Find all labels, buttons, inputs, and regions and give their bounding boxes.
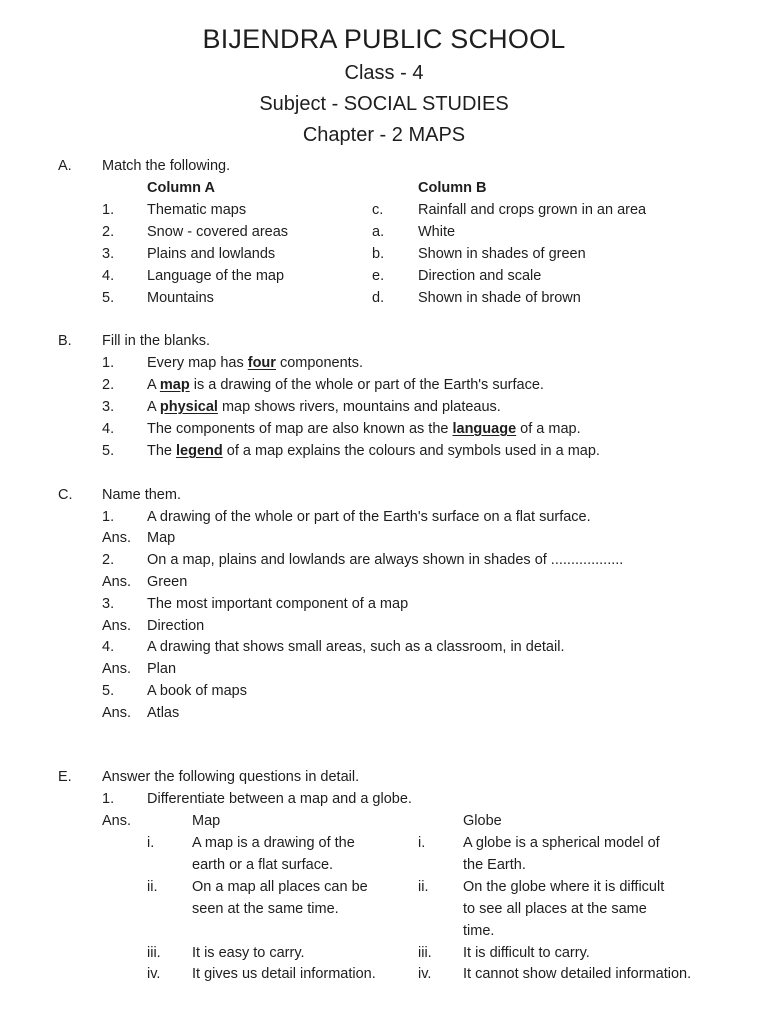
sentence-start: The xyxy=(147,443,177,459)
section-b-heading: Fill in the blanks. xyxy=(102,333,210,349)
sentence-start: The components of map are also known as the xyxy=(147,421,453,437)
sentence-start: Every map has xyxy=(147,355,248,371)
sentence-end: map shows rivers, mountains and plateaus. xyxy=(217,399,501,415)
globe-column-header: Globe xyxy=(463,813,502,829)
match-number: 3. xyxy=(102,246,115,262)
blank-answer: language xyxy=(452,421,517,437)
match-left: Language of the map xyxy=(147,268,285,284)
answer-label: Ans. xyxy=(102,813,132,829)
answer-text: Atlas xyxy=(147,705,180,721)
school-name: BIJENDRA PUBLIC SCHOOL xyxy=(202,24,566,54)
question-text: A book of maps xyxy=(147,683,247,699)
column-b-header: Column B xyxy=(418,180,487,196)
globe-point-line: time. xyxy=(463,923,495,939)
item-number: 1. xyxy=(102,355,115,371)
match-right: Direction and scale xyxy=(418,268,542,284)
item-number: 4. xyxy=(102,421,115,437)
match-answer: c. xyxy=(372,202,384,218)
map-point-line: A map is a drawing of the xyxy=(192,835,355,851)
map-point-line: It gives us detail information. xyxy=(192,966,376,982)
item-number: 2. xyxy=(102,377,115,393)
sentence-start: A xyxy=(147,377,160,393)
answer-text: Plan xyxy=(147,661,177,677)
answer-label: Ans. xyxy=(102,705,132,721)
point-number: iv. xyxy=(418,966,432,982)
map-point-line: It is easy to carry. xyxy=(192,945,305,961)
point-number: iii. xyxy=(418,945,432,961)
match-right: Shown in shade of brown xyxy=(418,290,581,306)
item-number: 5. xyxy=(102,443,115,459)
sentence-end: of a map explains the colours and symbols used in a map. xyxy=(222,443,600,459)
question-number: 3. xyxy=(102,596,115,612)
question-text: A drawing that shows small areas, such as a classroom, in detail. xyxy=(147,639,565,655)
question-number: 1. xyxy=(102,509,115,525)
map-column-header: Map xyxy=(192,813,221,829)
globe-point-line: It is difficult to carry. xyxy=(463,945,590,961)
point-number: i. xyxy=(418,835,426,851)
section-e-letter: E. xyxy=(58,769,72,785)
answer-label: Ans. xyxy=(102,574,132,590)
chapter-label: Chapter - 2 MAPS xyxy=(302,124,466,146)
match-left: Snow - covered areas xyxy=(147,224,289,240)
fill-blank-sentence xyxy=(147,420,581,438)
section-a-letter: A. xyxy=(58,158,72,174)
match-answer: d. xyxy=(372,290,385,306)
class-label: Class - 4 xyxy=(344,62,424,84)
blank-answer: physical xyxy=(159,399,218,415)
sentence-end: is a drawing of the whole or part of the Earth's surface. xyxy=(189,377,544,393)
match-number: 1. xyxy=(102,202,115,218)
answer-text: Green xyxy=(147,574,188,590)
item-number: 3. xyxy=(102,399,115,415)
answer-label: Ans. xyxy=(102,618,132,634)
map-point-line: earth or a flat surface. xyxy=(192,857,334,873)
match-left: Plains and lowlands xyxy=(147,246,276,262)
match-right: White xyxy=(418,224,456,240)
question-number: 4. xyxy=(102,639,115,655)
match-number: 4. xyxy=(102,268,115,284)
globe-point-line: On the globe where it is difficult xyxy=(463,879,665,895)
sentence-start: A xyxy=(147,399,160,415)
map-point-line: seen at the same time. xyxy=(192,901,339,917)
question-text: The most important component of a map xyxy=(147,596,409,612)
answer-label: Ans. xyxy=(102,530,132,546)
section-c-heading: Name them. xyxy=(102,487,181,503)
section-b-letter: B. xyxy=(58,333,72,349)
match-number: 5. xyxy=(102,290,115,306)
point-number: iii. xyxy=(147,945,161,961)
globe-point-line: A globe is a spherical model of xyxy=(463,835,660,851)
match-right: Shown in shades of green xyxy=(418,246,586,262)
globe-point-line: the Earth. xyxy=(463,857,526,873)
point-number: ii. xyxy=(418,879,429,895)
fill-blank-sentence xyxy=(147,398,501,416)
subject-label: Subject - SOCIAL STUDIES xyxy=(259,93,509,115)
section-a-heading: Match the following. xyxy=(102,158,231,174)
fill-blank-sentence xyxy=(147,376,544,394)
sentence-end: components. xyxy=(275,355,363,371)
question-number: 5. xyxy=(102,683,115,699)
sentence-end: of a map. xyxy=(516,421,581,437)
question-text: Differentiate between a map and a globe. xyxy=(147,791,412,807)
match-right: Rainfall and crops grown in an area xyxy=(418,202,647,218)
fill-blank-sentence xyxy=(147,354,363,372)
answer-text: Map xyxy=(147,530,176,546)
column-a-header: Column A xyxy=(147,180,215,196)
match-number: 2. xyxy=(102,224,115,240)
section-c-letter: C. xyxy=(58,487,73,503)
point-number: ii. xyxy=(147,879,158,895)
blank-answer: legend xyxy=(176,443,223,459)
globe-point-line: It cannot show detailed information. xyxy=(463,966,692,982)
answer-text: Direction xyxy=(147,618,205,634)
question-number: 1. xyxy=(102,791,115,807)
globe-point-line: to see all places at the same xyxy=(463,901,647,917)
blank-answer: four xyxy=(247,355,276,371)
section-e-heading: Answer the following questions in detail. xyxy=(102,769,360,785)
question-text: On a map, plains and lowlands are always shown in shades of .................. xyxy=(147,552,624,568)
blank-answer: map xyxy=(159,377,190,393)
point-number: iv. xyxy=(147,966,161,982)
match-answer: b. xyxy=(372,246,385,262)
match-answer: e. xyxy=(372,268,385,284)
point-number: i. xyxy=(147,835,155,851)
question-text: A drawing of the whole or part of the Earth's surface on a flat surface. xyxy=(147,509,591,525)
fill-blank-sentence xyxy=(147,442,600,460)
question-number: 2. xyxy=(102,552,115,568)
map-point-line: On a map all places can be xyxy=(192,879,368,895)
match-left: Mountains xyxy=(147,290,214,306)
answer-label: Ans. xyxy=(102,661,132,677)
match-left: Thematic maps xyxy=(147,202,247,218)
match-answer: a. xyxy=(372,224,385,240)
